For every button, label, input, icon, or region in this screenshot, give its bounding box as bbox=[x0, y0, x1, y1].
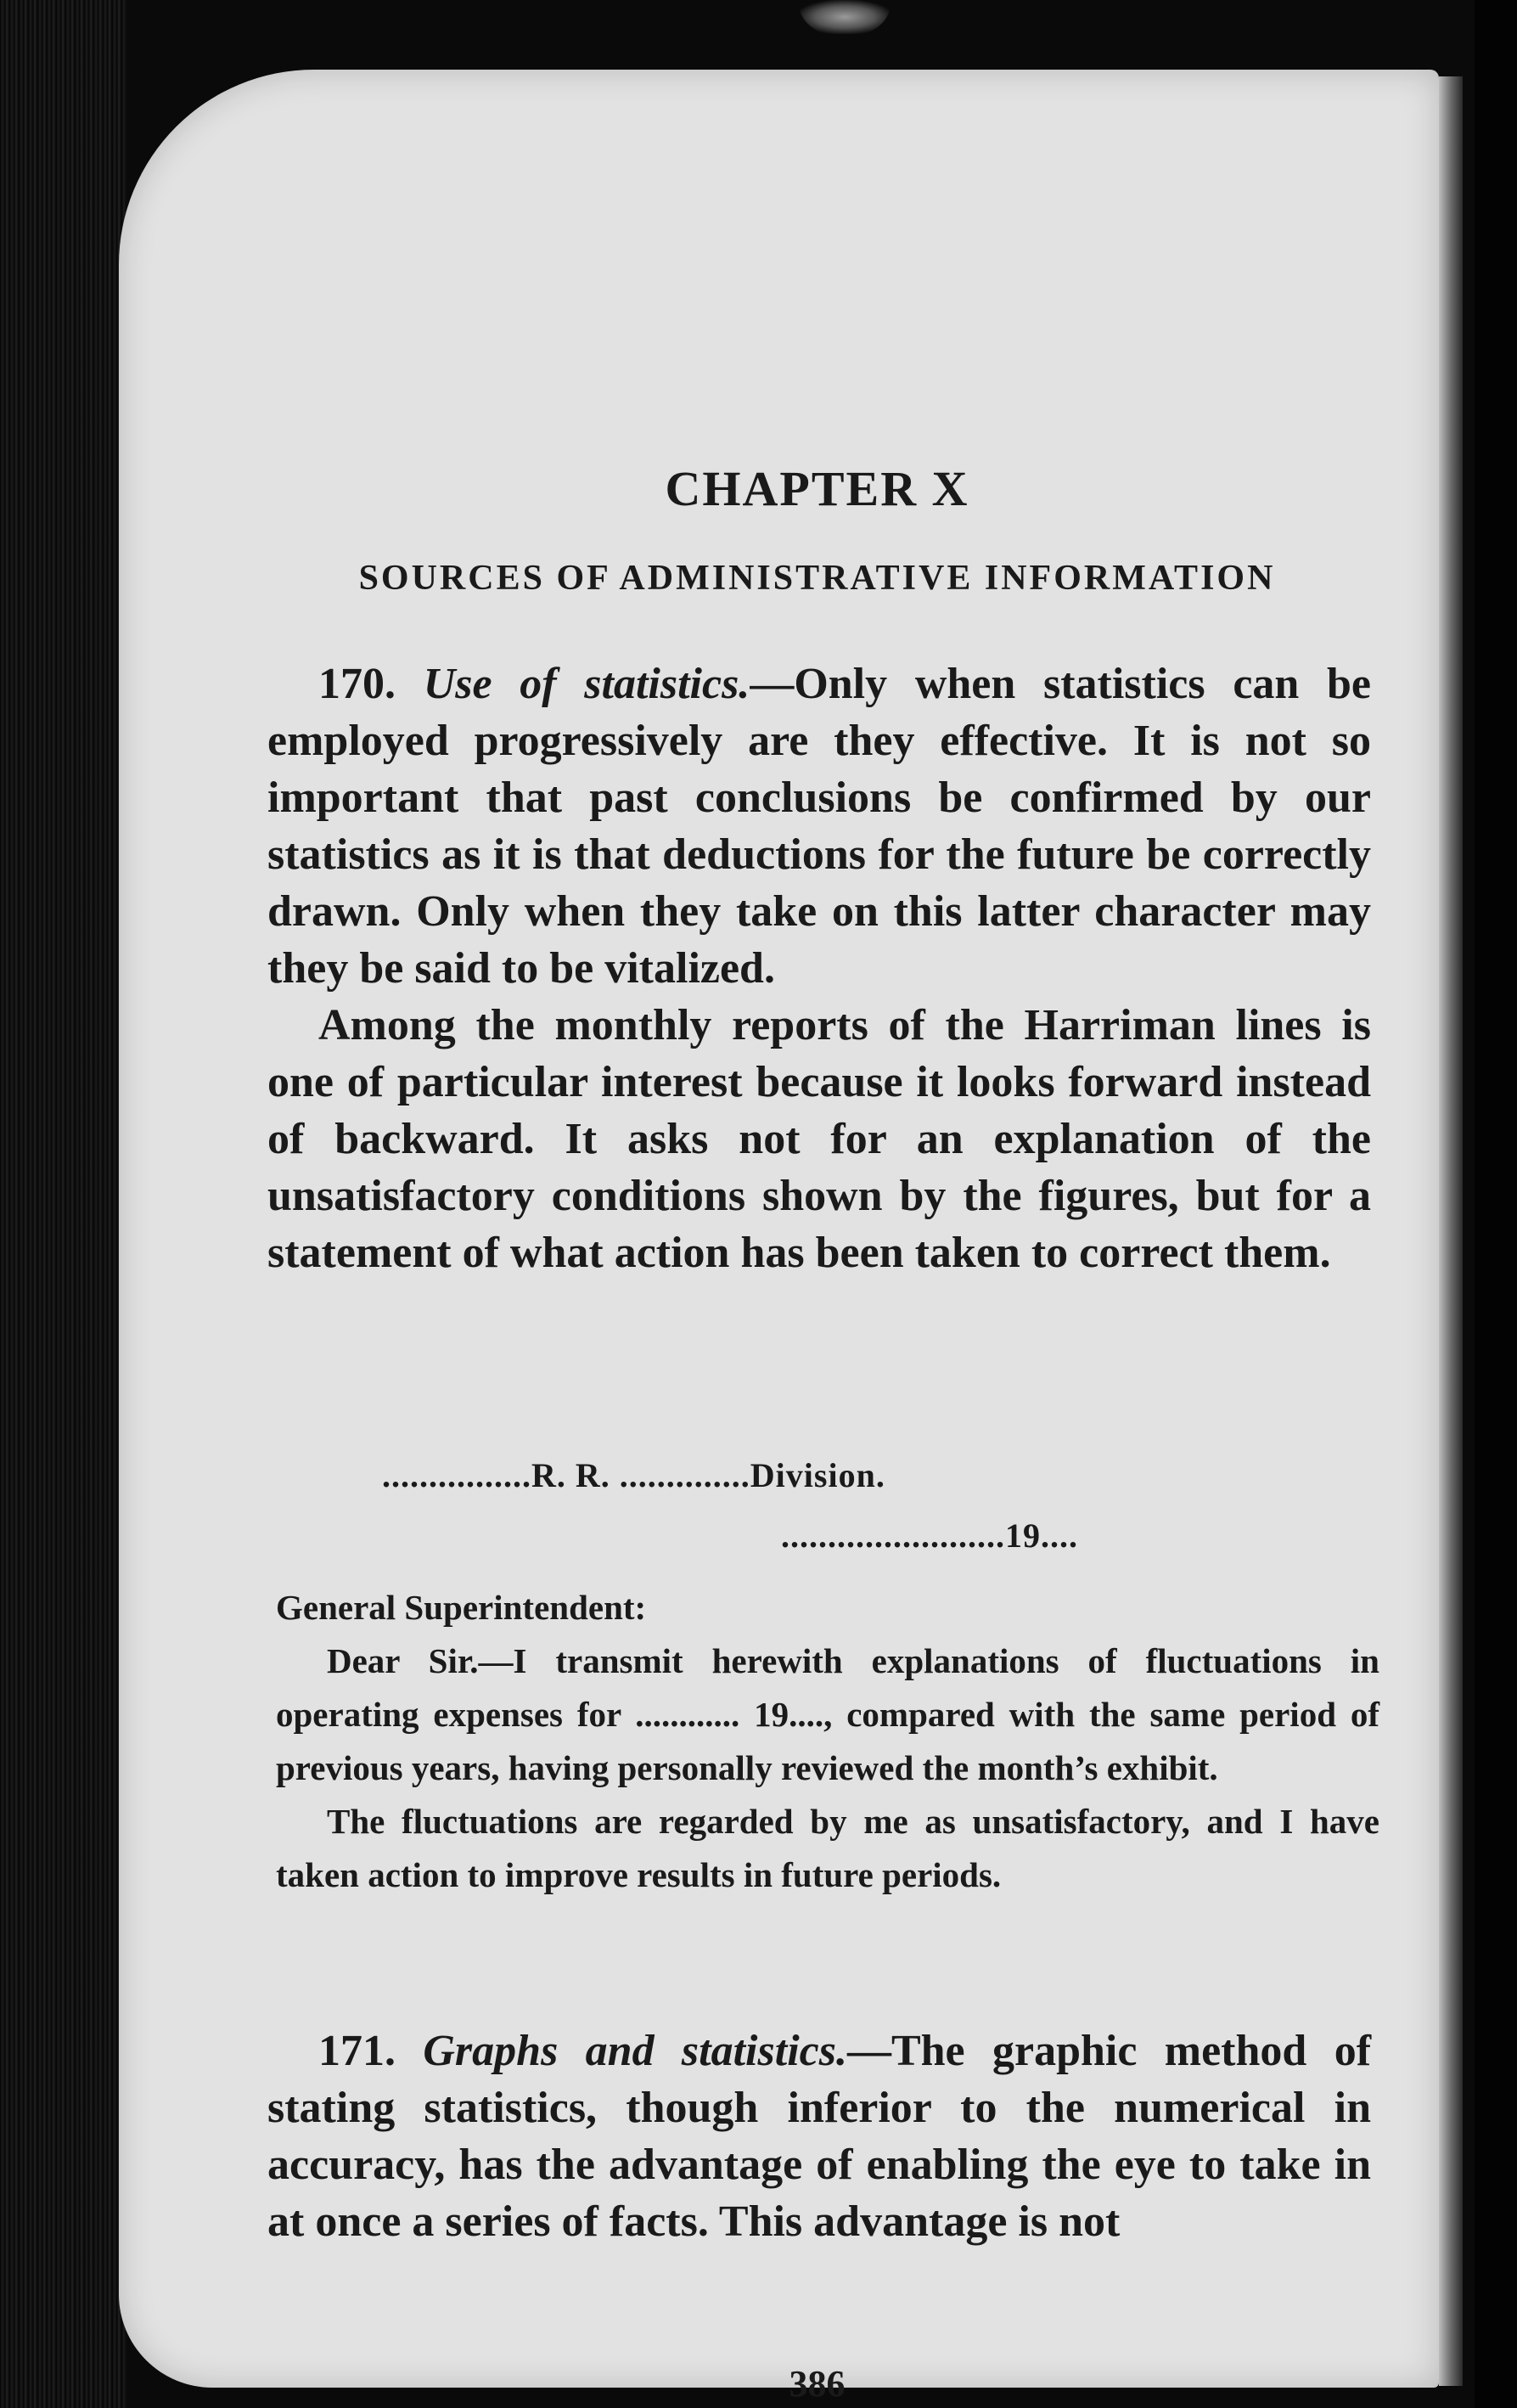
letter-body-1: Dear Sir.—I transmit herewith explanations of fluctuations in operating expenses for ............ 19...., compared with the same period of previous years, having personally reviewed the month’s exhibit. bbox=[276, 1641, 1379, 1787]
section-171-number: 171. bbox=[318, 2027, 396, 2075]
letter-addressee: General Superintendent: bbox=[276, 1588, 647, 1627]
section-171-paragraph bbox=[267, 2023, 1371, 2250]
section-170-heading: Use of statistics. bbox=[423, 660, 750, 708]
section-171-text: —The graphic method of stating statistics, though inferior to the numerical in accuracy, has the advantage of enabling the eye to take in at once a series of facts. This advantage is not bbox=[267, 2027, 1372, 2246]
paragraph-harriman: Among the monthly reports of the Harriman lines is one of particular interest because it looks forward instead of backward. It asks not for an explanation of the unsatisfactory conditions shown by the figures, but for a statement of what action has been taken to correct them. bbox=[267, 1001, 1371, 1277]
book-binding-left bbox=[0, 0, 127, 2408]
section-170-paragraph bbox=[267, 655, 1371, 997]
page-edge bbox=[1439, 76, 1463, 2386]
scanner-clip bbox=[798, 0, 891, 34]
form-letter bbox=[276, 1581, 1379, 1902]
section-170-text: —Only when statistics can be employed progressively are they effective. It is not so important that past conclusions be confirmed by our statistics as it is that deductions for the future be correctly drawn. Only when they take on this latter character may they be said to be vitalized. bbox=[267, 660, 1372, 993]
form-railroad-division-line: ................R. R. ..............Division. bbox=[382, 1456, 885, 1494]
chapter-subtitle: SOURCES OF ADMINISTRATIVE INFORMATION bbox=[358, 559, 1276, 598]
section-171-heading: Graphs and statistics. bbox=[423, 2027, 847, 2075]
chapter-title: CHAPTER X bbox=[665, 461, 969, 516]
book-page bbox=[119, 70, 1439, 2405]
form-date-line: ........................19.... bbox=[781, 1516, 1078, 1555]
page-number: 386 bbox=[789, 2363, 846, 2405]
book-binding-right bbox=[1475, 0, 1517, 2408]
letter-body-2: The fluctuations are regarded by me as unsatisfactory, and I have taken action to improve results in future periods. bbox=[276, 1802, 1379, 1894]
section-170-number: 170. bbox=[318, 660, 396, 708]
